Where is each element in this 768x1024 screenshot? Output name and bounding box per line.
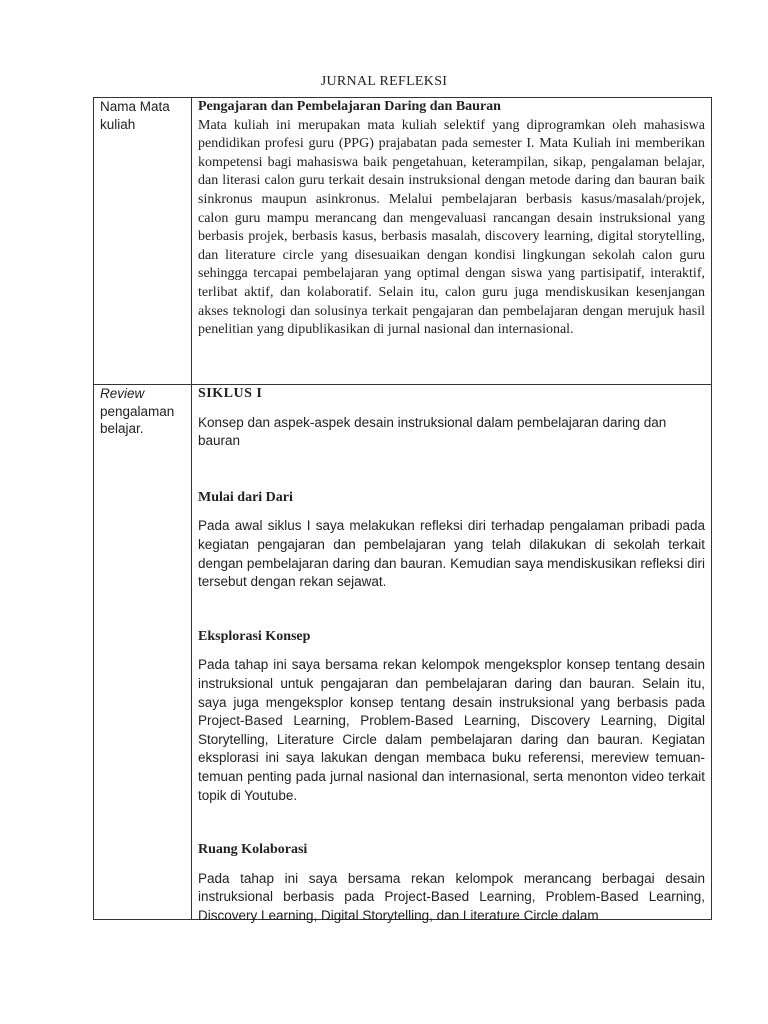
section-text-eksplorasi: Pada tahap ini saya bersama rekan kelompok mengeksplor konsep tentang desain instruksional untuk pengajaran dan pembelajaran daring dan bauran. Selain itu, saya juga mengeksplor konsep tentang desain instruksional yang berbasis pada Project-Based Learning, Problem-Based Learning, Discovery Learning, Digital Storytelling, Literature Circle dalam pembelajaran daring dan bauran. Kegiatan eksplorasi ini saya lakukan dengan membaca buku referensi, mereview temuan-temuan penting pada jurnal nasional dan internasional, serta menonton video terkait topik di Youtube.	[198, 657, 705, 803]
course-description: Mata kuliah ini merupakan mata kuliah selektif yang diprogramkan oleh mahasiswa pendidikan profesi guru (PPG) prajabatan pada semester I. Mata Kuliah ini memberikan kompetensi bagi mahasiswa baik pengetahuan, keterampilan, sikap, pengalaman belajar, dan literasi calon guru terkait desain instruksional dengan metode daring dan bauran baik sinkronus maupun asinkronus. Melalui pembelajaran berbasis kasus/masalah/projek, calon guru mampu merancang dan mengevaluasi rancangan desain instruksional yang berbasis projek, berbasis kasus, berbasis masalah, discovery learning, digital storytelling, dan literature circle yang disesuaikan dengan kondisi lingkungan sekolah calon guru sehingga tercapai pembelajaran yang optimal dengan siswa yang partisipatif, interaktif, terlibat aktif, dan kolaboratif. Selain itu, calon guru juga mendiskusikan kesenjangan akses teknologi dan solusinya terkait pengajaran dan pembelajaran dengan merujuk hasil penelitian yang dipublikasikan di jurnal nasional dan internasional.	[198, 117, 705, 338]
reflection-table	[93, 97, 712, 923]
table-row-course	[94, 98, 712, 385]
course-label: Nama Mata kuliah	[100, 99, 170, 132]
course-title: Pengajaran dan Pembelajaran Daring dan Bauran	[198, 99, 501, 114]
review-content-cell	[192, 385, 712, 923]
document-title: JURNAL REFLEKSI	[320, 74, 448, 89]
section-heading-ruang: Ruang Kolaborasi	[198, 842, 308, 858]
table-row-review	[94, 385, 712, 920]
review-label-cell	[94, 385, 192, 920]
section-text-ruang: Pada tahap ini saya bersama rekan kelompok merancang berbagai desain instruksional berbasis pada Project-Based Learning, Problem-Based Learning, Discovery Learning, Digital Storytelling, dan Literature Circle dalam	[198, 870, 705, 923]
course-label-cell	[94, 98, 192, 385]
review-label-rest: pengalaman belajar.	[100, 403, 175, 436]
cycle-heading: SIKLUS I	[198, 386, 263, 401]
course-content-cell	[192, 98, 712, 385]
review-label-italic: Review	[100, 386, 145, 401]
section-heading-mulai: Mulai dari Dari	[198, 489, 293, 505]
section-text-mulai: Pada awal siklus I saya melakukan refleksi diri terhadap pengalaman pribadi pada kegiatan pengajaran dan pembelajaran yang telah dilakukan di sekolah terkait dengan pembelajaran daring dan bauran. Kemudian saya mendiskusikan refleksi diri tersebut dengan rekan sejawat.	[198, 518, 705, 590]
section-heading-eksplorasi: Eksplorasi Konsep	[198, 628, 311, 644]
cycle-topic: Konsep dan aspek-aspek desain instruksional dalam pembelajaran daring dan bauran	[198, 414, 667, 449]
